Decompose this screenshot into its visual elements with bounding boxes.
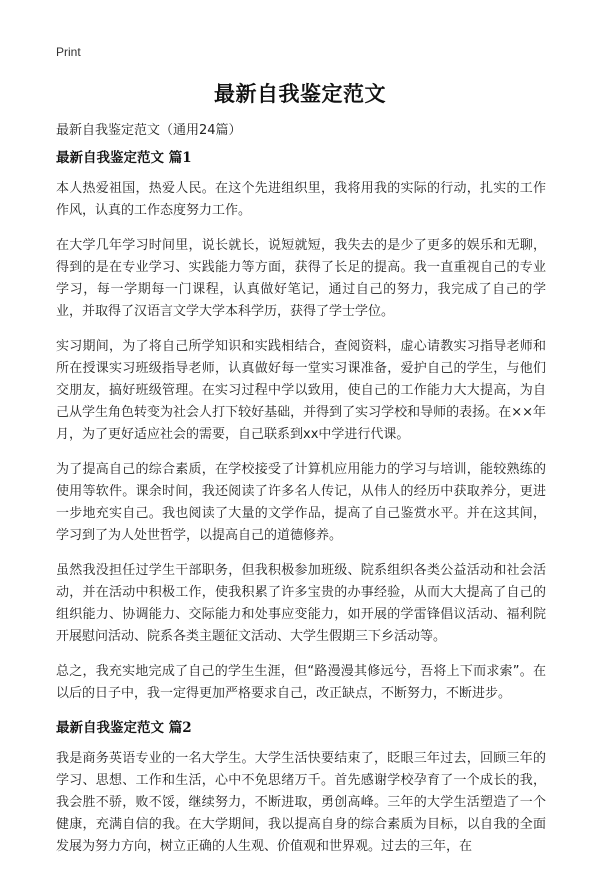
paragraph: 总之，我充实地完成了自己的学生生涯，但“路漫漫其修远兮，吾将上下而求索”。在以后的日子中，我一定得更加严格要求自己，改正缺点，不断努力，不断进步。 xyxy=(56,664,546,701)
section-heading-2: 最新自我鉴定范文 篇2 xyxy=(56,720,192,736)
document-subtitle: 最新自我鉴定范文（通用24篇） xyxy=(56,123,242,138)
document-body xyxy=(56,148,546,871)
paragraph: 在大学几年学习时间里，说长就长，说短就短，我失去的是少了更多的娱乐和无聊，得到的是在专业学习、实践能力等方面，获得了长足的提高。我一直重视自己的专业学习，每一学期每一门课程，认真做好笔记，通过自己的努力，我完成了自己的学业，并取得了汉语言文学大学本科学历，获得了学士学位。 xyxy=(56,238,546,319)
paragraph: 本人热爱祖国，热爱人民。在这个先进组织里，我将用我的实际的行动，扎实的工作作风，认真的工作态度努力工作。 xyxy=(56,181,546,218)
paragraph: 我是商务英语专业的一名大学生。大学生活快要结束了，眨眼三年过去，回顾三年的学习、思想、工作和生活，心中不免思绪万千。首先感谢学校孕育了一个成长的我，我会胜不骄，败不馁，继续努力，不断进取，勇创高峰。三年的大学生活塑造了一个健康，充满自信的我。在大学期间，我以提高自身的综合素质为目标，以自我的全面发展为努力方向，树立正确的人生观、价值观和世界观。过去的三年，在 xyxy=(56,751,546,854)
print-link[interactable]: Print xyxy=(56,45,81,59)
paragraph: 为了提高自己的综合素质，在学校接受了计算机应用能力的学习与培训，能较熟练的使用等软件。课余时间，我还阅读了许多名人传记，从伟人的经历中获取养分，更进一步地充实自己。我也阅读了大量的文学作品，提高了自己鉴赏水平。并在这其间，学习到了为人处世哲学，以提高自己的道德修养。 xyxy=(56,462,546,543)
document-title: 最新自我鉴定范文 xyxy=(214,82,386,106)
paragraph: 虽然我没担任过学生干部职务，但我积极参加班级、院系组织各类公益活动和社会活动，并在活动中积极工作，使我积累了许多宝贵的办事经验，从而大大提高了自己的组织能力、协调能力、交际能力和处事应变能力，如开展的学雷锋倡议活动、福利院开展慰问活动、院系各类主题征文活动、大学生假期三下乡活动等。 xyxy=(56,563,546,644)
paragraph: 实习期间，为了将自己所学知识和实践相结合，查阅资料，虚心请教实习指导老师和所在授课实习班级指导老师，认真做好每一堂实习课准备，爱护自己的学生，与他们交朋友，搞好班级管理。在实习过程中学以致用，使自己的工作能力大大提高，为自己从学生角色转变为社会人打下较好基础，并得到了实习学校和导师的表扬。在××年月，为了更好适应社会的需要，自己联系到xx中学进行代课。 xyxy=(56,339,546,442)
section-heading-1: 最新自我鉴定范文 篇1 xyxy=(56,150,192,166)
